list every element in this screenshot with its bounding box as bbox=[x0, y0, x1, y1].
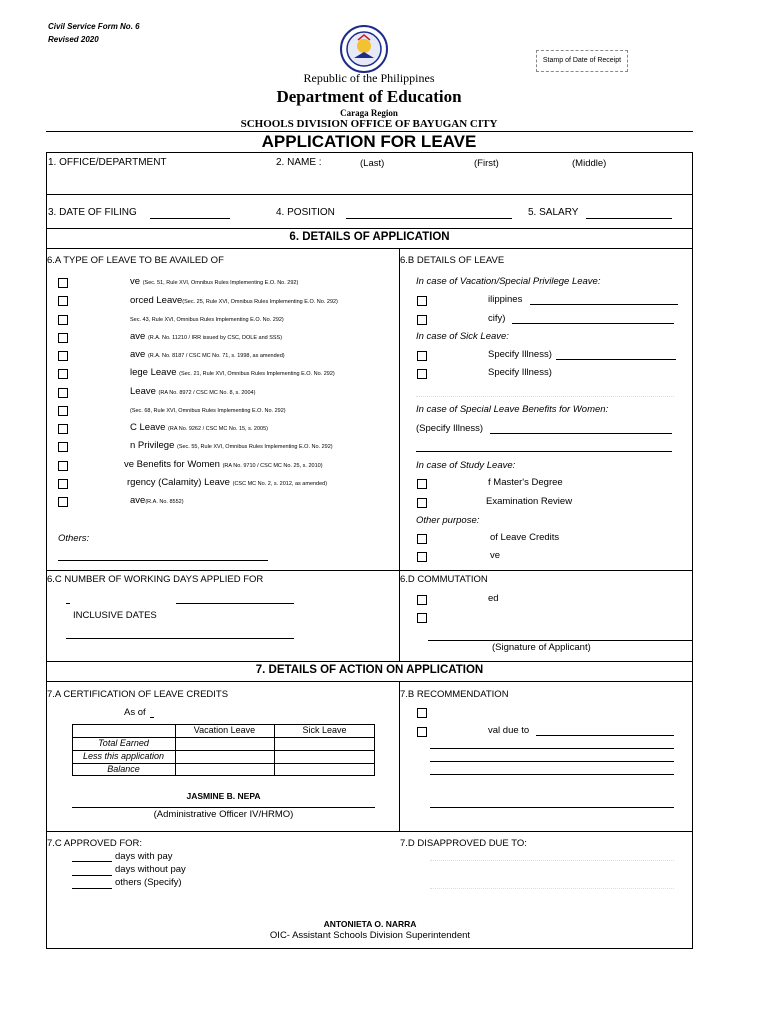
leave-type-name: ave bbox=[130, 349, 146, 360]
section-6d-title: 6.D COMMUTATION bbox=[400, 574, 488, 585]
sick-heading: In case of Sick Leave: bbox=[416, 331, 509, 342]
other-purpose-checkbox[interactable] bbox=[417, 534, 427, 544]
certifier-name: JASMINE B. NEPA bbox=[186, 791, 261, 801]
leave-type-name: Leave bbox=[130, 386, 156, 397]
section-7b-title: 7.B RECOMMENDATION bbox=[400, 689, 509, 700]
deped-seal-icon bbox=[334, 24, 394, 74]
section-7c-title: 7.C APPROVED FOR: bbox=[47, 838, 143, 849]
table-row-label: Less this application bbox=[82, 751, 165, 761]
women-option: (Specify Illness) bbox=[416, 423, 484, 434]
middle-name-label: (Middle) bbox=[572, 158, 607, 169]
leave-type-item bbox=[130, 422, 268, 433]
signature-line[interactable] bbox=[428, 640, 692, 641]
leave-type-name: n Privilege bbox=[130, 440, 175, 451]
table-row-label: Balance bbox=[107, 764, 140, 774]
recommendation-checkbox[interactable] bbox=[417, 708, 427, 718]
leave-type-ref: (RA No. 9262 / CSC MC No. 15, s. 2005) bbox=[168, 426, 268, 432]
leave-type-ref: (RA No. 9710 / CSC MC No. 25, s. 2010) bbox=[222, 463, 323, 469]
recommendation-checkbox[interactable] bbox=[417, 727, 427, 737]
study-heading: In case of Study Leave: bbox=[416, 460, 516, 471]
days-with-pay-field[interactable] bbox=[72, 861, 112, 862]
republic-label: Republic of the Philippines bbox=[303, 71, 435, 85]
leave-type-name: orced Leave bbox=[130, 295, 183, 306]
leave-type-item bbox=[130, 313, 284, 324]
women-field-2[interactable] bbox=[416, 451, 672, 452]
leave-type-ref: (Sec. 51, Rule XVI, Omnibus Rules Implementing E.O. No. 292) bbox=[142, 280, 299, 286]
recommendation-option-2: val due to bbox=[488, 725, 530, 736]
date-of-filing-field[interactable] bbox=[150, 218, 230, 219]
sick-option-2: Specify Illness) bbox=[488, 367, 552, 378]
salary-label: 5. SALARY bbox=[528, 207, 579, 218]
form-number: Civil Service Form No. 6 bbox=[48, 22, 140, 31]
commutation-option-1: ed bbox=[488, 593, 499, 604]
office-label: 1. OFFICE/DEPARTMENT bbox=[48, 157, 167, 168]
other-purpose-option-2: ve bbox=[490, 550, 501, 561]
first-name-label: (First) bbox=[474, 158, 499, 169]
approver-title: OIC- Assistant Schools Division Superintendent bbox=[269, 930, 471, 941]
recommendation-field[interactable] bbox=[430, 748, 674, 749]
form-title: APPLICATION FOR LEAVE bbox=[261, 132, 477, 151]
leave-type-item bbox=[130, 440, 333, 451]
other-purpose-checkbox[interactable] bbox=[417, 552, 427, 562]
section-6a-title: 6.A TYPE OF LEAVE TO BE AVAILED OF bbox=[47, 255, 224, 266]
section-7-title: 7. DETAILS OF ACTION ON APPLICATION bbox=[255, 664, 484, 676]
vacation-heading: In case of Vacation/Special Privilege Leave: bbox=[416, 276, 601, 287]
leave-type-name: rgency (Calamity) Leave bbox=[127, 477, 230, 488]
leave-type-checkbox[interactable] bbox=[58, 296, 68, 306]
leave-type-checkbox[interactable] bbox=[58, 388, 68, 398]
other-purpose-option-1: of Leave Credits bbox=[490, 532, 560, 543]
section-7a-title: 7.A CERTIFICATION OF LEAVE CREDITS bbox=[47, 689, 229, 700]
study-checkbox[interactable] bbox=[417, 498, 427, 508]
leave-type-name: C Leave bbox=[130, 422, 166, 433]
vacation-checkbox[interactable] bbox=[417, 296, 427, 306]
recommendation-field[interactable] bbox=[430, 761, 674, 762]
leave-type-ref: (R.A. No. 8552) bbox=[145, 499, 184, 505]
leave-type-checkbox[interactable] bbox=[58, 461, 68, 471]
leave-type-checkbox[interactable] bbox=[58, 424, 68, 434]
leave-type-item bbox=[124, 459, 323, 470]
others-specify-field[interactable] bbox=[72, 888, 112, 889]
vacation-checkbox[interactable] bbox=[417, 315, 427, 325]
women-field-1[interactable] bbox=[490, 433, 672, 434]
certifier-title: (Administrative Officer IV/HRMO) bbox=[153, 809, 294, 820]
leave-type-item bbox=[130, 331, 282, 342]
stamp-label: Stamp of Date of Receipt bbox=[542, 57, 622, 64]
division-label: SCHOOLS DIVISION OFFICE OF BAYUGAN CITY bbox=[240, 118, 498, 130]
inclusive-dates-field[interactable] bbox=[66, 638, 294, 639]
others-label: Others: bbox=[58, 533, 90, 544]
leave-type-ref: (R.A. No. 8187 / CSC MC No. 71, s. 1998, as amended) bbox=[147, 353, 285, 359]
leave-type-item bbox=[130, 295, 338, 306]
commutation-checkbox[interactable] bbox=[417, 613, 427, 623]
vacation-option-1: ilippines bbox=[488, 294, 523, 305]
section-6b-title: 6.B DETAILS OF LEAVE bbox=[400, 255, 505, 266]
sick-field-1[interactable] bbox=[556, 359, 676, 360]
leave-type-ref: (RA No. 8972 / CSC MC No. 8, s. 2004) bbox=[158, 390, 256, 396]
section-6c-title: 6.C NUMBER OF WORKING DAYS APPLIED FOR bbox=[47, 574, 264, 585]
section-7d-title: 7.D DISAPPROVED DUE TO: bbox=[400, 838, 527, 849]
table-header-sick: Sick Leave bbox=[302, 725, 347, 735]
leave-type-ref: (Sec. 25, Rule XVI, Omnibus Rules Implementing E.O. No. 292) bbox=[182, 299, 338, 305]
leave-type-checkbox[interactable] bbox=[58, 315, 68, 325]
leave-type-ref: (CSC MC No. 2, s. 2012, as amended) bbox=[232, 481, 328, 487]
last-name-label: (Last) bbox=[360, 158, 385, 169]
leave-type-checkbox[interactable] bbox=[58, 479, 68, 489]
leave-type-name: ve bbox=[130, 276, 141, 287]
department-label: Department of Education bbox=[276, 87, 462, 106]
sick-option-1: Specify Illness) bbox=[488, 349, 552, 360]
commutation-checkbox[interactable] bbox=[417, 595, 427, 605]
sick-checkbox[interactable] bbox=[417, 351, 427, 361]
leave-type-item bbox=[130, 404, 286, 415]
study-option-2: Examination Review bbox=[486, 496, 573, 507]
other-purpose-heading: Other purpose: bbox=[416, 515, 480, 526]
disapproved-field[interactable] bbox=[430, 888, 674, 889]
leave-type-ref: (R.A. No. 11210 / IRR issued by CSC, DOLE and SSS) bbox=[147, 335, 283, 341]
form-revision: Revised 2020 bbox=[48, 35, 99, 44]
leave-type-item bbox=[130, 276, 298, 287]
leave-type-ref: (Sec. 21, Rule XVI, Omnibus Rules Implementing E.O. No. 292) bbox=[179, 371, 335, 377]
table-header-vacation: Vacation Leave bbox=[193, 725, 256, 735]
table-row-label: Total Earned bbox=[98, 738, 149, 748]
form-frame bbox=[46, 152, 693, 949]
leave-type-checkbox[interactable] bbox=[58, 333, 68, 343]
signature-label: (Signature of Applicant) bbox=[492, 642, 591, 653]
leave-type-name: lege Leave bbox=[130, 367, 177, 378]
inclusive-dates-label: INCLUSIVE DATES bbox=[73, 610, 157, 621]
leave-type-item bbox=[130, 495, 184, 506]
sick-checkbox[interactable] bbox=[417, 369, 427, 379]
days-without-pay-label: days without pay bbox=[115, 864, 186, 875]
days-with-pay-label: days with pay bbox=[115, 851, 173, 862]
region-label: Caraga Region bbox=[340, 108, 398, 118]
leave-type-item bbox=[130, 386, 255, 397]
leave-type-name: ve Benefits for Women bbox=[124, 459, 220, 470]
others-specify-label: others (Specify) bbox=[115, 877, 182, 888]
recommendation-signature-line[interactable] bbox=[430, 807, 674, 808]
as-of-field[interactable] bbox=[150, 717, 154, 718]
leave-type-name: ave bbox=[130, 331, 146, 342]
others-field[interactable] bbox=[58, 560, 268, 561]
leave-type-checkbox[interactable] bbox=[58, 497, 68, 507]
position-field[interactable] bbox=[346, 218, 512, 219]
vacation-field-1[interactable] bbox=[530, 304, 678, 305]
women-heading: In case of Special Leave Benefits for Women: bbox=[416, 404, 609, 415]
working-days-field[interactable] bbox=[176, 603, 294, 604]
recommendation-field[interactable] bbox=[536, 735, 674, 736]
study-checkbox[interactable] bbox=[417, 479, 427, 489]
leave-type-checkbox[interactable] bbox=[58, 442, 68, 452]
leave-type-item bbox=[130, 367, 335, 378]
vacation-field-2[interactable] bbox=[512, 323, 674, 324]
leave-type-name: ave bbox=[130, 495, 146, 506]
leave-type-item bbox=[130, 349, 285, 360]
recommendation-field[interactable] bbox=[430, 774, 674, 775]
leave-type-ref: (Sec. 68, Rule XVI, Omnibus Rules Implementing E.O. No. 292) bbox=[130, 408, 286, 414]
position-label: 4. POSITION bbox=[276, 207, 335, 218]
leave-type-ref: (Sec. 55, Rule XVI, Omnibus Rules Implementing E.O. No. 292) bbox=[177, 444, 333, 450]
leave-type-item bbox=[127, 477, 327, 488]
approver-name: ANTONIETA O. NARRA bbox=[323, 919, 417, 929]
leave-type-checkbox[interactable] bbox=[58, 369, 68, 379]
days-without-pay-field[interactable] bbox=[72, 875, 112, 876]
vacation-option-2: cify) bbox=[488, 313, 506, 324]
salary-field[interactable] bbox=[586, 218, 672, 219]
date-of-filing-label: 3. DATE OF FILING bbox=[48, 207, 137, 218]
leave-type-checkbox[interactable] bbox=[58, 351, 68, 361]
name-label: 2. NAME : bbox=[276, 157, 322, 168]
leave-type-ref: Sec. 43, Rule XVI, Omnibus Rules Implementing E.O. No. 292) bbox=[130, 317, 284, 323]
leave-type-checkbox[interactable] bbox=[58, 406, 68, 416]
section-6-title: 6. DETAILS OF APPLICATION bbox=[289, 231, 450, 243]
leave-type-checkbox[interactable] bbox=[58, 278, 68, 288]
as-of-label: As of bbox=[124, 707, 146, 718]
disapproved-field[interactable] bbox=[430, 860, 674, 861]
study-option-1: f Master's Degree bbox=[488, 477, 563, 488]
stamp-box bbox=[536, 50, 628, 72]
